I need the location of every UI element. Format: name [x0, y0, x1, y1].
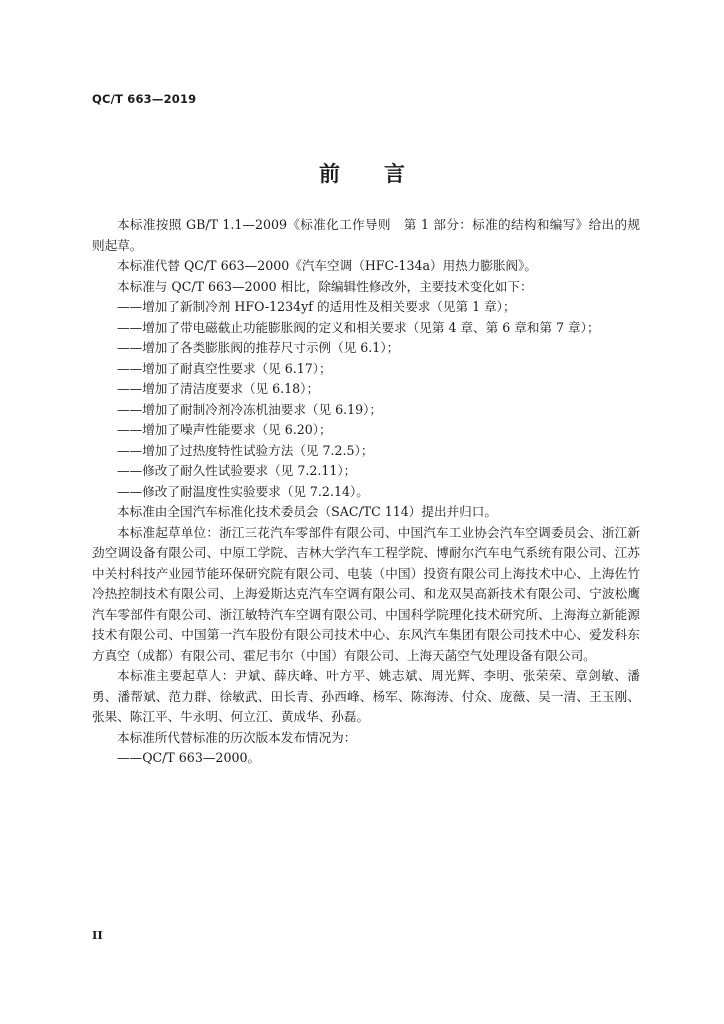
- page-title: [0, 158, 724, 188]
- change-item: ——增加了各类膨胀阀的推荐尺寸示例（见 6.1）；: [117, 340, 400, 355]
- change-item: ——增加了耐制冷剂冷冻机油要求（见 6.19）；: [117, 401, 383, 417]
- paragraph-drafting-rules: 本标准按照 GB/T 1.1—2009《标准化工作导则 第 1 部分：标准的结构和编写》给出的规则起草。: [92, 217, 640, 253]
- title-char-1: 前: [319, 162, 340, 186]
- change-item: ——修改了耐温度性实验要求（见 7.2.14）。: [117, 483, 369, 499]
- paragraph-replaces: 本标准代替 QC/T 663—2000《汽车空调（HFC-134a）用热力膨胀阀》。: [117, 258, 538, 273]
- change-item: ——修改了耐久性试验要求（见 7.2.11）；: [117, 463, 357, 478]
- change-item: ——增加了新制冷剂 HFO-1234yf 的适用性及相关要求（见第 1 章）；: [117, 299, 516, 314]
- change-item: ——增加了带电磁截止功能膨胀阀的定义和相关要求（见第 4 章、第 6 章和第 7 章）；: [117, 319, 600, 335]
- standard-code: QC/T 663—2019: [92, 92, 197, 106]
- paragraph-committee: 本标准由全国汽车标准化技术委员会（SAC/TC 114）提出并归口。: [117, 504, 497, 519]
- change-item: ——增加了噪声性能要求（见 6.20）；: [117, 422, 332, 437]
- paragraph-drafters: 本标准主要起草人：尹斌、薛庆峰、叶方平、姚志斌、周光辉、李明、张荣荣、章剑敏、潘勇、潘帮斌、范力群、徐敏武、田长青、孙西峰、杨军、陈海涛、付众、庞薇、吴一清、王玉刚、张果、陈江平、牛永明、何立江、黄成华、孙磊。: [92, 668, 640, 724]
- change-item: ——增加了清洁度要求（见 6.18）；: [117, 381, 320, 396]
- change-item: ——增加了过热度特性试验方法（见 7.2.5）；: [117, 442, 374, 458]
- paragraph-changes-intro: 本标准与 QC/T 663—2000 相比，除编辑性修改外，主要技术变化如下：: [117, 278, 533, 294]
- change-item: ——增加了耐真空性要求（见 6.17）；: [117, 360, 332, 376]
- title-char-2: 言: [384, 162, 405, 186]
- history-item: ——QC/T 663—2000。: [117, 750, 261, 765]
- foreword-body: [92, 215, 640, 769]
- paragraph-drafting-units: 本标准起草单位：浙江三花汽车零部件有限公司、中国汽车工业协会汽车空调委员会、浙江新劲空调设备有限公司、中原工学院、吉林大学汽车工程学院、博耐尔汽车电气系统有限公司、江苏中关村科技产业园节能环保研究院有限公司、电装（中国）投资有限公司上海技术中心、上海佐竹冷热控制技术有限公司、上海爱斯达克汽车空调有限公司、和龙双昊高新技术有限公司、宁波松鹰汽车零部件有限公司、浙江敏特汽车空调有限公司、中国科学院理化技术研究所、上海海立新能源技术有限公司、中国第一汽车股份有限公司技术中心、东风汽车集团有限公司技术中心、爱发科东方真空（成都）有限公司、霍尼韦尔（中国）有限公司、上海天菡空气处理设备有限公司。: [92, 524, 640, 663]
- page-number: II: [92, 928, 103, 942]
- paragraph-history-intro: 本标准所代替标准的历次版本发布情况为：: [117, 729, 357, 745]
